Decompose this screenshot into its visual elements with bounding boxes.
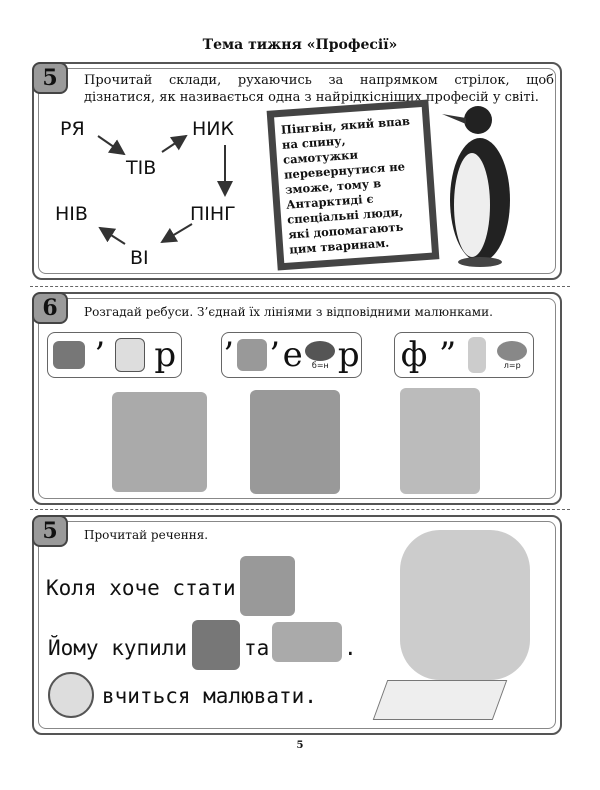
task-text: Прочитай речення.	[84, 528, 209, 542]
sweater-icon	[237, 339, 267, 371]
apostrophe: ’	[94, 335, 106, 375]
rebus-1[interactable]	[47, 332, 182, 378]
page-title: Тема тижня «Професії»	[202, 37, 398, 53]
dog-icon	[53, 341, 85, 369]
divider	[30, 286, 570, 287]
rebus-3[interactable]	[394, 332, 534, 378]
painter-image	[240, 556, 295, 616]
task-text: Розгадай ребуси. З’єднай їх лініями з відповідними малюнками.	[84, 305, 493, 319]
rebus-letter: ф	[400, 335, 428, 375]
syllable: НІВ	[55, 203, 88, 225]
brushes-image	[192, 620, 240, 670]
penguin-fact-note: Пінгвін, який впав на спину, самотужки перевернутися не зможе, тому в Антарктиді є спеціальні люди, які допомагають цим тваринам.	[267, 100, 440, 271]
syllable: РЯ	[60, 118, 85, 140]
quote-mark: ”	[438, 335, 457, 375]
rebus-2[interactable]	[221, 332, 362, 378]
hairdresser-image[interactable]	[250, 390, 340, 494]
rebus-letter: е	[282, 335, 303, 375]
task-text: Прочитай склади, рухаючись за напрямком стрілок, щоб дізнатися, як називається одна з найрідкісніших професій у світі.	[84, 73, 554, 105]
kolya-avatar	[48, 672, 94, 718]
paints-image	[272, 622, 342, 662]
divider	[30, 509, 570, 510]
hand-icon	[115, 338, 145, 372]
rebus-letter: р	[337, 335, 360, 375]
rebus-hint: б=н	[311, 360, 329, 370]
rebus-hint: л=р	[503, 360, 521, 370]
syllable: ТІВ	[126, 157, 157, 179]
conjunction: та	[244, 636, 270, 660]
sentence-line-3: вчиться малювати.	[102, 684, 317, 708]
veterinarian-image[interactable]	[400, 388, 480, 494]
syllable: ПІНГ	[190, 203, 236, 225]
exercise-number: 5	[32, 515, 68, 547]
exercise-number: 5	[32, 62, 68, 94]
sentence-line-2: Йому купили	[48, 636, 188, 660]
exercise-number: 6	[32, 292, 68, 324]
paper-sheet-image	[373, 680, 508, 720]
soap-bottle-icon	[468, 337, 486, 373]
apostrophe: ’	[269, 335, 281, 375]
fish-icon	[305, 341, 335, 361]
syllable: ВІ	[130, 247, 149, 269]
syllable: НИК	[192, 118, 234, 140]
gardener-image[interactable]	[112, 392, 207, 492]
boy-artist-image	[400, 530, 530, 680]
rebus-letter: р	[154, 335, 177, 375]
sentence-period: .	[344, 636, 357, 660]
oak-leaf-icon	[497, 341, 527, 361]
sentence-line-1: Коля хоче стати	[46, 576, 236, 600]
apostrophe: ’	[223, 335, 235, 375]
penguin-image	[440, 100, 520, 270]
page-number: 5	[296, 740, 304, 751]
